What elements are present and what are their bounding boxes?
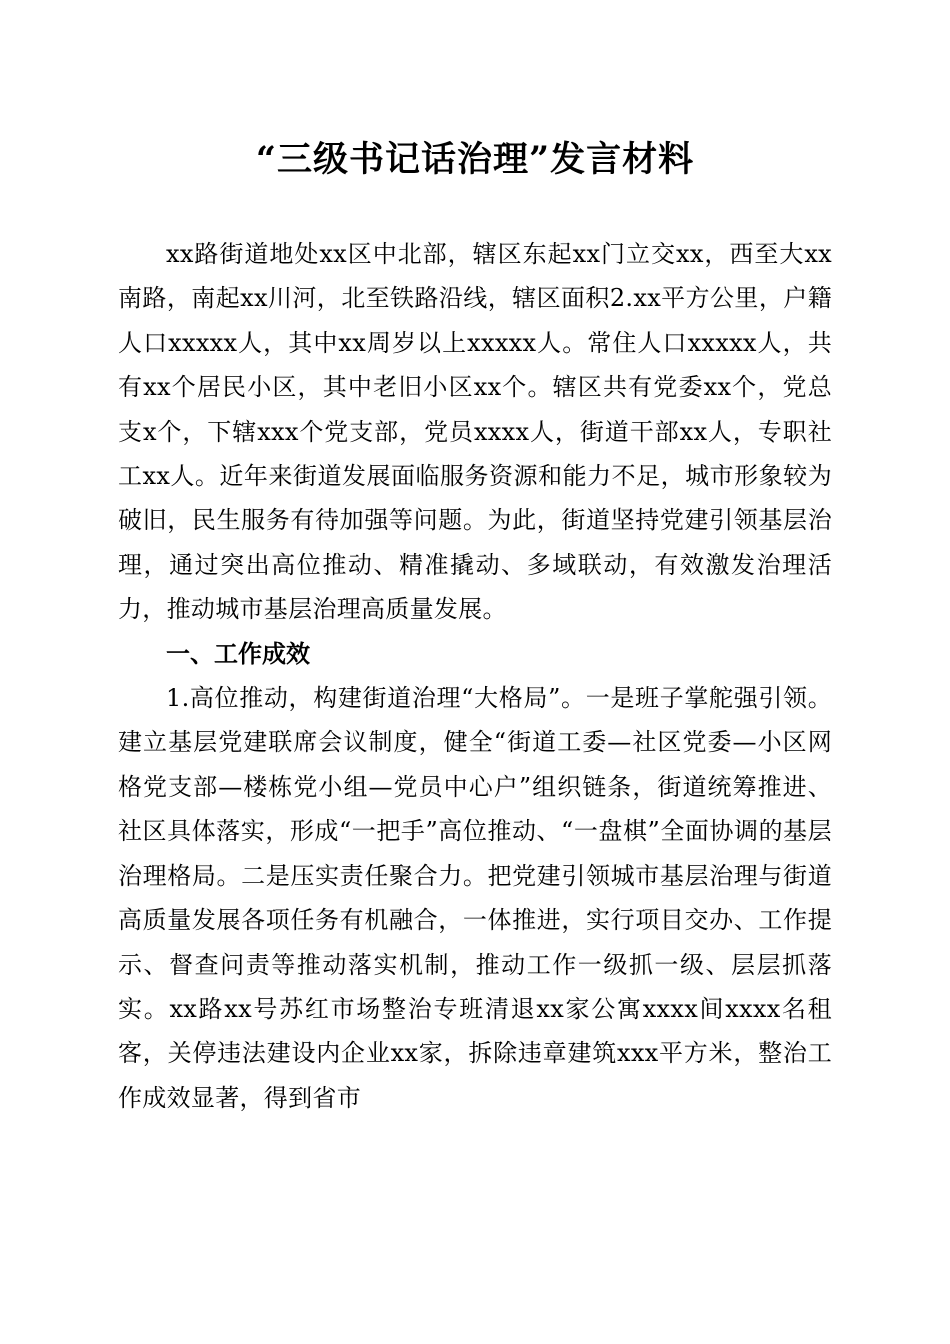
document-body xyxy=(118,232,832,1120)
intro-paragraph: xx路街道地处xx区中北部，辖区东起xx门立交xx，西至大xx南路，南起xx川河，北至铁路沿线，辖区面积2.xx平方公里，户籍人口xxxxx人，其中xx周岁以上xxxxx人。常住人口xxxxx人，共有xx个居民小区，其中老旧小区xx个。辖区共有党委xx个，党总支x个，下辖xxx个党支部，党员xxxx人，街道干部xx人，专职社工xx人。近年来街道发展面临服务资源和能力不足，城市形象较为破旧，民生服务有待加强等问题。为此，街道坚持党建引领基层治理，通过突出高位推动、精准撬动、多域联动，有效激发治理活力，推动城市基层治理高质量发展。 xyxy=(118,240,832,624)
section-heading-work-results: 一、工作成效 xyxy=(166,639,310,668)
section-paragraph-high-level-promotion: 1.高位推动，构建街道治理“大格局”。一是班子掌舵强引领。建立基层党建联席会议制度，健全“街道工委—社区党委—小区网格党支部—楼栋党小组—党员中心户”组织链条，街道统筹推进、社区具体落实，形成“一把手”高位推动、“一盘棋”全面协调的基层治理格局。二是压实责任聚合力。把党建引领城市基层治理与街道高质量发展各项任务有机融合，一体推进，实行项目交办、工作提示、督查问责等推动落实机制，推动工作一级抓一级、层层抓落实。xx路xx号苏红市场整治专班清退xx家公寓xxxx间xxxx名租客，关停违法建设内企业xx家，拆除违章建筑xxx平方米，整治工作成效显著，得到省市 xyxy=(118,684,832,1112)
document-title: “三级书记话治理”发言材料 xyxy=(255,139,695,180)
